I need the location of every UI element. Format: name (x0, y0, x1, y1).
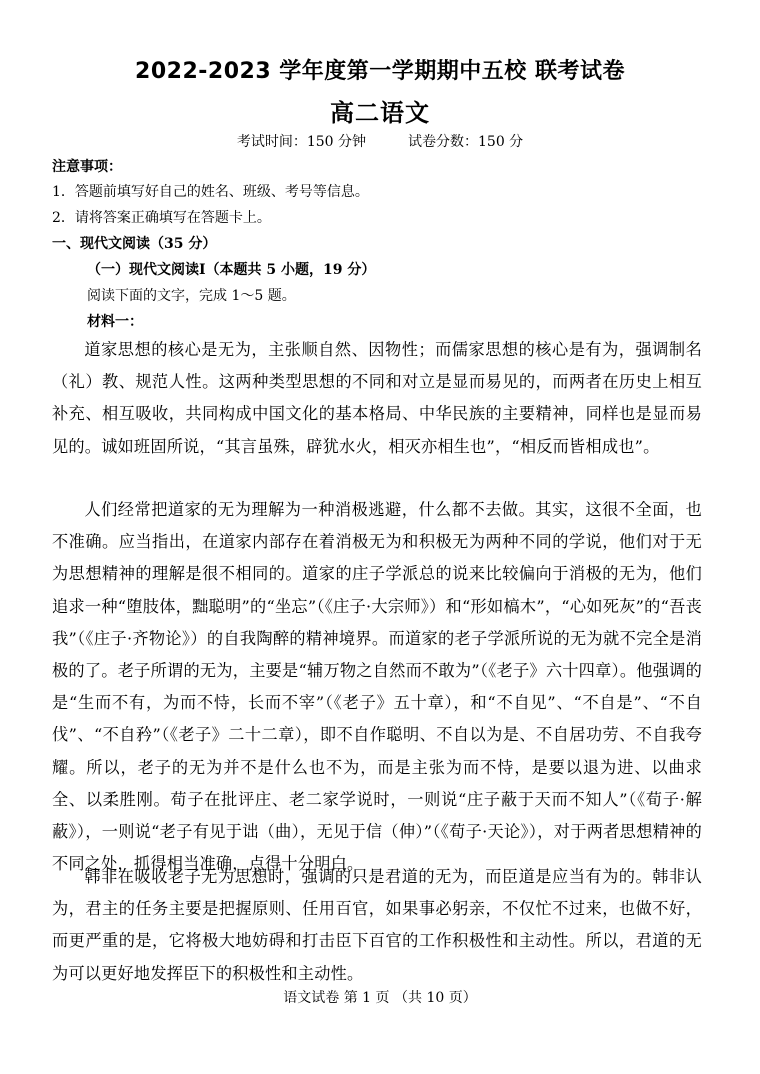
note-item: 1．答题前填写好自己的姓名、班级、考号等信息。 (52, 184, 369, 200)
exam-score: 试卷分数：150 分 (408, 134, 524, 150)
exam-meta (0, 131, 760, 151)
material-label: 材料一： (87, 314, 143, 330)
subsection-title: （一）现代文阅读Ⅰ（本题共 5 小题，19 分） (87, 262, 376, 278)
subject-title: 高二语文 (330, 99, 430, 127)
section-title: 一、现代文阅读（35 分） (52, 236, 217, 252)
exam-title: 2022-2023 学年度第一学期期中五校 联考试卷 (135, 59, 625, 84)
paragraph-3: 韩非在吸收老子无为思想时，强调的只是君道的无为，而臣道是应当有为的。韩非认为，君主的任务主要是把握原则、任用百官，如果事必躬亲，不仅忙不过来，也做不好，而更严重的是，它将极大地妨碍和打击臣下百官的工作积极性和主动性。所以，君道的无为可以更好地发挥臣下的积极性和主动性。 (52, 867, 702, 983)
notes-heading: 注意事项： (52, 159, 122, 175)
paragraph-2: 人们经常把道家的无为理解为一种消极逃避，什么都不去做。其实，这很不全面，也不准确。应当指出，在道家内部存在着消极无为和积极无为两种不同的学说，他们对于无为思想精神的理解是很不相同的。道家的庄子学派总的说来比较偏向于消极的无为，他们追求一种“堕肢体，黜聪明”的“坐忘”（《庄子·大宗师》）和“形如槁木”，“心如死灰”的“吾丧我”（《庄子·齐物论》）的自我陶醉的精神境界。而道家的老子学派所说的无为就不完全是消极的了。老子所谓的无为，主要是“辅万物之自然而不敢为”（《老子》六十四章）。他强调的是“生而不有，为而不恃，长而不宰”（《老子》五十章），和“不自见”、“不自是”、“不自伐”、“不自矜”（《老子》二十二章），即不自作聪明、不自以为是、不自居功劳、不自我夸耀。所以，老子的无为并不是什么也不为，而是主张为而不恃，是要以退为进、以曲求全、以柔胜刚。荀子在批评庄、老二家学说时，一则说“庄子蔽于天而不知人”（《荀子·解蔽》），一则说“老子有见于诎（曲），无见于信（伸）”（《荀子·天论》），对于两者思想精神的不同之处，抓得相当准确，点得十分明白。 (52, 500, 702, 874)
paragraph-1: 道家思想的核心是无为，主张顺自然、因物性；而儒家思想的核心是有为，强调制名（礼）教、规范人性。这两种类型思想的不同和对立是显而易见的，而两者在历史上相互补充、相互吸收，共同构成中国文化的基本格局、中华民族的主要精神，同样也是显而易见的。诚如班固所说，“其言虽殊，辟犹水火，相灭亦相生也”，“相反而皆相成也”。 (52, 340, 702, 456)
page-footer: 语文试卷 第 1 页 （共 10 页） (283, 990, 477, 1006)
exam-time: 考试时间：150 分钟 (236, 134, 366, 150)
note-item: 2．请将答案正确填写在答题卡上。 (52, 210, 271, 226)
instruction-text: 阅读下面的文字，完成 1～5 题。 (87, 288, 296, 304)
